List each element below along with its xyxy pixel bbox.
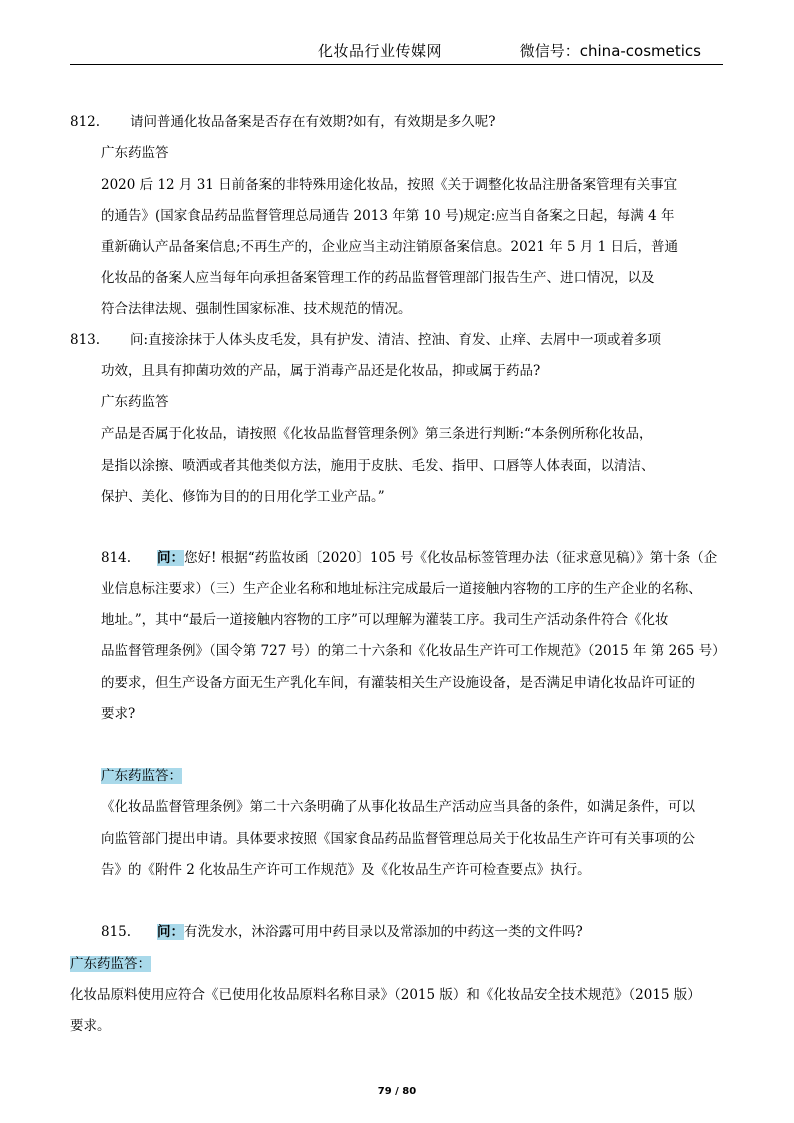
q813-source: 广东药监答 [101,394,169,410]
q813-answer-line: 产品是否属于化妆品，请按照《化妆品监督管理条例》第三条进行判断:“本条例所称化妆品， [101,426,653,442]
q814-question-line: 的要求，但生产设备方面无生产乳化车间，有灌装相关生产设施设备，是否满足申请化妆品许可证的 [101,675,695,691]
q814-answer-line: 《化妆品监督管理条例》第二十六条明确了从事化妆品生产活动应当具备的条件，如满足条件，可以 [101,799,695,815]
q814-question-line: 要求? [101,706,136,722]
q815-question-label: 问： [157,924,184,940]
q814-question-label: 问： [157,550,184,566]
q812-answer-line: 的通告》(国家食品药品监督管理总局通告 2013 年第 10 号)规定:应当自备案之日起，每满 4 年 [101,208,675,224]
q815-answer-line: 化妆品原料使用应符合《已使用化妆品原料名称目录》（2015 版）和《化妆品安全技术规范》（2015 版） [70,987,701,1003]
page-header [70,36,723,65]
q813-question-line: 功效，且具有抑菌功效的产品，属于消毒产品还是化妆品，抑或属于药品? [101,363,541,379]
q815-question [157,922,583,942]
q812-answer-line: 化妆品的备案人应当每年向承担备案管理工作的药品监督管理部门报告生产、进口情况，以及 [101,270,655,286]
q812-answer-line: 2020 后 12 月 31 日前备案的非特殊用途化妆品，按照《关于调整化妆品注册备案管理有关事宜 [101,177,678,193]
q813-number: 813. [70,332,101,348]
q815-number: 815. [101,924,132,940]
wechat-id: 微信号：china-cosmetics [519,42,701,60]
q815-source [70,954,151,974]
q814-answer-line: 向监管部门提出申请。具体要求按照《国家食品药品监督管理总局关于化妆品生产许可有关事项的公 [101,831,695,847]
q813-question-line: 问:直接涂抹于人体头皮毛发，具有护发、清洁、控油、育发、止痒、去屑中一项或着多项 [130,332,662,348]
q812-answer-line: 重新确认产品备案信息;不再生产的，企业应当主动注销原备案信息。2021 年 5 月 1 日后，普通 [101,239,679,255]
q812-question: 请问普通化妆品备案是否存在有效期?如有，有效期是多久呢? [130,114,496,130]
q813-answer-line: 是指以涂擦、喷洒或者其他类似方法，施用于皮肤、毛发、指甲、口唇等人体表面，以清洁、 [101,458,655,474]
q815-question-text: 有洗发水，沐浴露可用中药目录以及常添加的中药这一类的文件吗? [184,924,583,940]
q812-answer-line: 符合法律法规、强制性国家标准、技术规范的情况。 [101,301,412,317]
q814-source [101,766,182,786]
q812-number: 812. [70,114,101,130]
q812-source: 广东药监答 [101,145,169,161]
q814-source-label: 广东药监答： [101,768,182,784]
q814-question-line: 业信息标注要求）（三）生产企业名称和地址标注完成最后一道接触内容物的工序的生产企业的名称、 [101,581,702,597]
q814-question-first [157,548,717,568]
q814-question-text: 您好! 根据“药监妆函〔2020〕105 号《化妆品标签管理办法（征求意见稿）》第十条（企 [184,550,718,566]
q815-answer-line: 要求。 [70,1018,111,1034]
page-number: 79 / 80 [377,1086,417,1097]
q814-question-line: 品监督管理条例》（国令第 727 号）的第二十六条和《化妆品生产许可工作规范》（2015 年 第 265 号） [101,643,726,659]
q814-answer-line: 告》的《附件 2 化妆品生产许可工作规范》及《化妆品生产许可检查要点》执行。 [101,862,591,878]
q814-question-line: 地址。”，其中“最后一道接触内容物的工序”可以理解为灌装工序。我司生产活动条件符合《化妆 [101,612,669,628]
site-name: 化妆品行业传媒网 [318,42,443,60]
q815-source-label: 广东药监答： [70,956,151,972]
q814-number: 814. [101,550,132,566]
q813-answer-line: 保护、美化、修饰为目的的日用化学工业产品。” [101,489,385,505]
